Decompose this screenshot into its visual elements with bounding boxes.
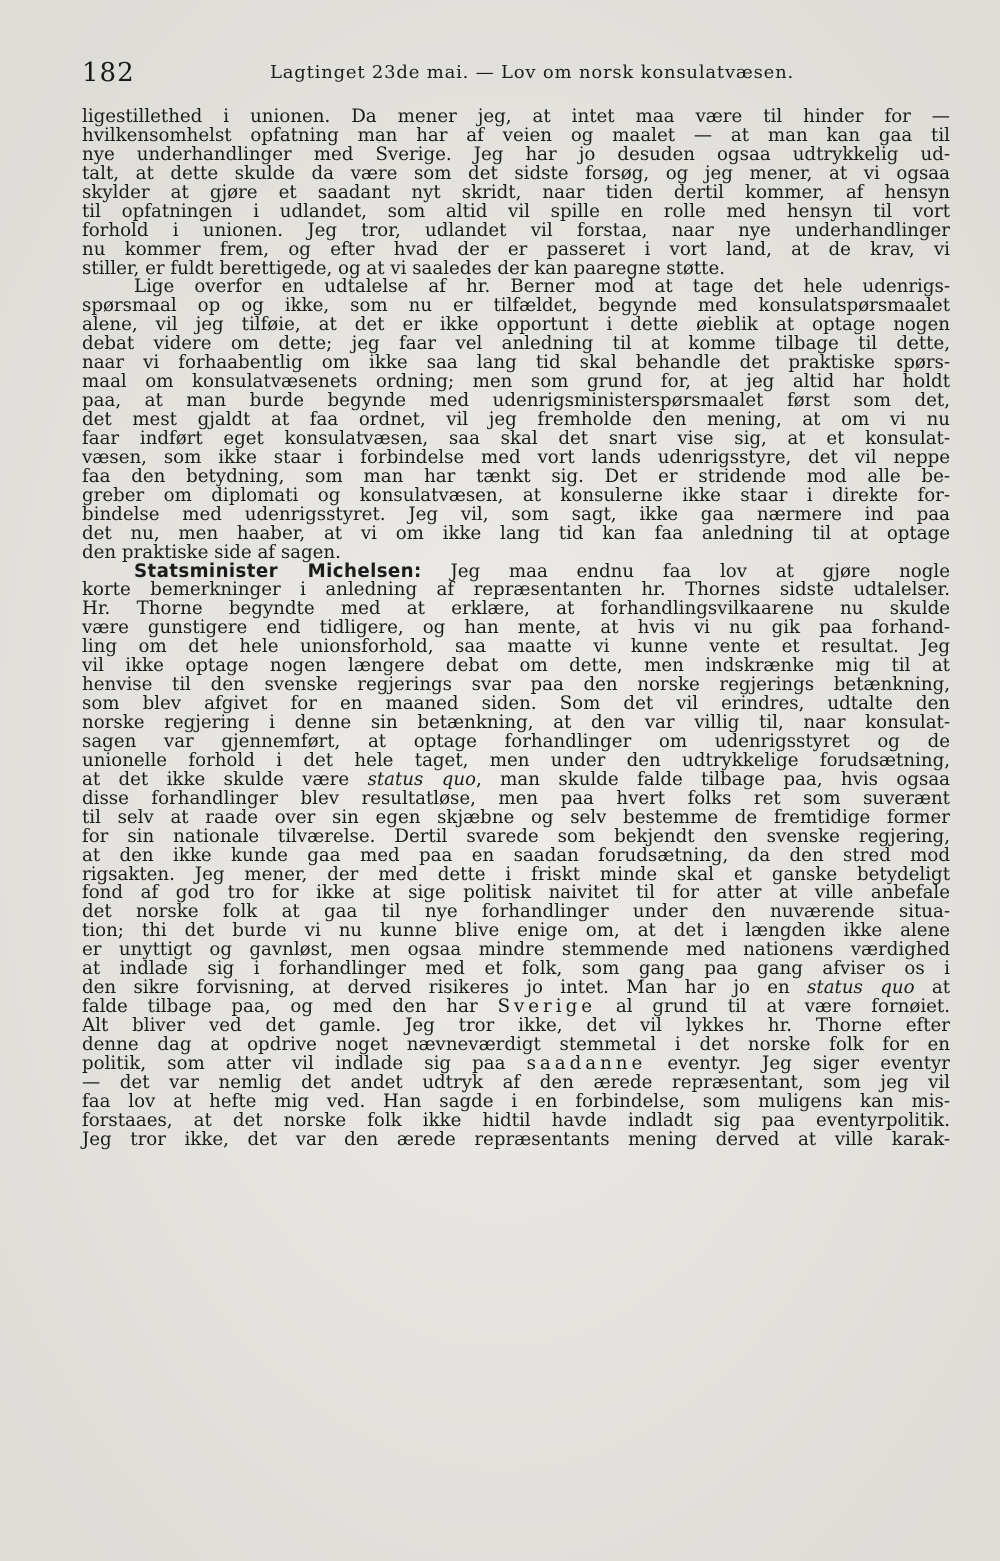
text-line: stiller, er fuldt berettigede, og at vi saaledes der kan paaregne støtte. [82,257,725,279]
text-line: Lige overfor en udtalelse af hr. Berner mod at tage det hele udenrigs- [134,276,950,298]
text-line: det nu, men haaber, at vi om ikke lang tid kan faa anledning til at optage [82,522,950,544]
text-line: nu kommer frem, og efter hvad der er passeret i vort land, at de krav, vi [82,238,950,260]
text-line: som blev afgivet for en maaned siden. Som det vil erindres, udtalte den [82,693,950,715]
text-line: er unyttigt og gavnløst, men ogsaa mindre stemmende med nationens værdighed [82,939,950,961]
text-line: spørsmaal op og ikke, som nu er tilfældet, begynde med konsulatspørsmaalet [82,295,950,317]
text-line: Hr. Thorne begyndte med at erklære, at forhandlingsvilkaarene nu skulde [82,598,950,620]
italic-term: status quo [807,977,915,999]
text-line: bindelse med udenrigsstyret. Jeg vil, som sagt, ikke gaa nærmere ind paa [82,503,950,525]
text-line: — det var nemlig det andet udtryk af den ærede repræsentant, som jeg vil [82,1071,950,1093]
text-line: naar vi forhaabentlig om ikke saa lang tid skal behandle det praktiske spørs- [82,352,950,374]
text-segment: eventyr. Jeg siger eventyr [646,1052,950,1074]
speech-text: Jeg maa endnu faa lov at gjøre nogle [450,560,950,582]
text-line: faar indført eget konsulatvæsen, saa skal det snart vise sig, at et konsulat- [82,427,950,449]
text-line: fond af god tro for ikke at sige politisk naivitet til for atter at ville anbefale [82,882,950,904]
page-header [82,56,932,90]
text-line: denne dag at opdrive noget nævneværdigt stemmetal i det norske folk for en [82,1033,950,1055]
italic-term: status quo [367,768,477,790]
text-line: det mest gjaldt at faa ordnet, vil jeg fremholde den mening, at om vi nu [82,409,950,430]
text-line: hvilkensomhelst opfatning man har af veien og maalet — at man kan gaa til [82,124,950,146]
text-line: Alt bliver ved det gamle. Jeg tror ikke, det vil lykkes hr. Thorne efter [82,1015,950,1036]
text-line: ligestillethed i unionen. Da mener jeg, at intet maa være til hinder for — [82,106,950,127]
text-line: nye underhandlinger med Sverige. Jeg har jo desuden ogsaa udtrykkelig ud- [82,143,950,165]
text-line: det norske folk at gaa til nye forhandlinger under den nuværende situa- [82,901,950,923]
text-segment: den sikre forvisning, at derved risikeres jo intet. Man har jo en [82,977,808,999]
speaker-name: Statsminister Michelsen: [134,560,422,582]
text-line: at den ikke kunde gaa med paa en saadan forudsætning, da den stred mod [82,844,950,866]
text-segment: , man skulde falde tilbage paa, hvis ogsaa [476,768,950,790]
text-line: væsen, som ikke staar i forbindelse med vort lands udenrigsstyre, det vil neppe [82,446,950,468]
text-line: faa den betydning, som man har tænkt sig. Det er stridende mod alle be- [82,465,950,487]
page-number: 182 [82,58,135,88]
text-line: korte bemerkninger i anledning af repræsentanten hr. Thornes sidste udtalelser. [82,579,950,601]
text-line: Jeg tror ikke, det var den ærede repræsentants mening derved at ville karak- [82,1128,950,1150]
text-line: greber om diplomati og konsulatvæsen, at konsulerne ikke staar i direkte for- [82,484,950,506]
text-line: tion; thi det burde vi nu kunne blive enige om, at det i længden ikke alene [82,920,950,942]
text-segment: al grund til at være fornøiet. [595,996,950,1018]
text-line: for sin nationale tilværelse. Dertil svarede som bekjendt den svenske regjering, [82,825,950,847]
running-head: Lagtinget 23de mai. — Lov om norsk konsulatvæsen. [270,62,795,83]
text-line: alene, vil jeg tilføie, at det er ikke opportunt i dette øieblik at optage nogen [82,314,950,336]
text-line: til selv at raade over sin egen skjæbne og selv bestemme de fremtidige former [82,806,950,828]
text-line: faa lov at hefte mig ved. Han sagde i en forbindelse, som muligens kan mis- [82,1090,950,1112]
text-line: sagen var gjennemført, at optage forhandlinger om udenrigsstyret og de [82,730,950,752]
text-line: være gunstigere end tidligere, og han mente, at hvis vi nu gik paa forhand- [82,617,950,639]
text-line: ling om det hele unionsforhold, saa maatte vi kunne vente et resultat. Jeg [82,636,950,658]
text-line: forstaaes, at det norske folk ikke hidtil havde indladt sig paa eventyrpolitik. [82,1109,950,1131]
text-line: debat videre om dette; jeg faar vel anledning til at komme tilbage til dette, [82,333,950,355]
text-line: henvise til den svenske regjerings svar paa den norske regjerings betænkning, [82,674,950,696]
body-text [82,108,950,1150]
text-line: disse forhandlinger blev resultatløse, men paa hvert folks ret som suverænt [82,787,950,809]
spaced-word: Sverige [497,996,596,1018]
text-line: skylder at gjøre et saadant nyt skridt, naar tiden dertil kommer, af hensyn [82,181,950,203]
text-segment: at [914,977,951,999]
text-line-with-italic [82,768,950,790]
text-line: den praktiske side af sagen. [82,541,341,563]
text-line: forhold i unionen. Jeg tror, udlandet vil forstaa, naar nye underhandlinger [82,219,950,241]
text-line: vil ikke optage nogen længere debat om dette, men indskrænke mig til at [82,655,950,677]
text-line: norske regjering i denne sin betænkning, at den var villig til, naar konsulat- [82,712,950,733]
text-line-with-spaced-word [82,1052,950,1074]
text-line: maal om konsulatvæsenets ordning; men som grund for, at jeg altid har holdt [82,371,950,393]
text-segment: at det ikke skulde være [82,768,368,790]
text-line: unionelle forhold i det hele taget, men under den udtrykkelige forudsætning, [82,749,950,771]
text-line: talt, at dette skulde da være som det sidste forsøg, og jeg mener, at vi ogsaa [82,162,950,184]
text-line: at indlade sig i forhandlinger med et folk, som gang paa gang afviser os i [82,958,950,980]
text-segment: politik, som atter vil indlade sig paa [82,1052,527,1074]
spaced-word: saadanne [526,1052,647,1074]
text-line: rigsakten. Jeg mener, der med dette i friskt minde skal et ganske betydeligt [82,863,950,885]
text-line: paa, at man burde begynde med udenrigsministerspørsmaalet først som det, [82,390,950,412]
text-segment: falde tilbage paa, og med den har [82,996,498,1018]
text-line: til opfatningen i udlandet, som altid vil spille en rolle med hensyn til vort [82,200,950,222]
